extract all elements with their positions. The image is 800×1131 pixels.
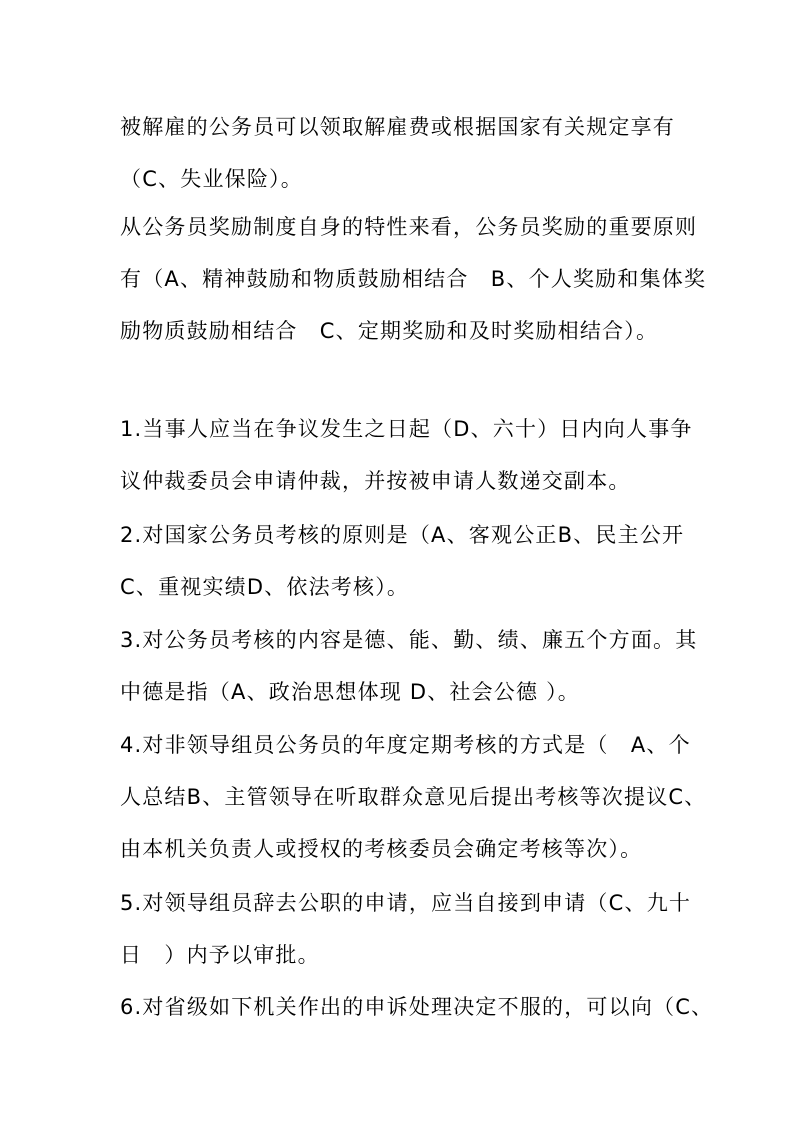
text-line: 人总结B、主管领导在听取群众意见后提出考核等次提议C、 [120, 785, 707, 809]
text-line: 被解雇的公务员可以领取解雇费或根据国家有关规定享有 [120, 115, 675, 139]
text-line: 由本机关负责人或授权的考核委员会确定考核等次）。 [120, 837, 643, 861]
text-line: 中德是指（A、政治思想体现 D、社会公德 ）。 [120, 680, 580, 704]
text-line: 励物质鼓励相结合 C、定期奖励和及时奖励相结合）。 [120, 319, 659, 343]
question-2 [120, 509, 700, 613]
text-line: 从公务员奖励制度自身的特性来看，公务员奖励的重要原则 [120, 215, 698, 239]
text-line: 议仲裁委员会申请仲裁，并按被申请人数递交副本。 [120, 469, 631, 493]
question-3 [120, 614, 700, 718]
text-line: 3.对公务员考核的内容是德、能、勤、绩、廉五个方面。其 [120, 628, 698, 652]
text-line: 2.对国家公务员考核的原则是（A、客观公正B、民主公开 [120, 523, 685, 547]
text-line: 6.对省级如下机关作出的申诉处理决定不服的，可以向（C、 [120, 995, 714, 1019]
text-line: 1.当事人应当在争议发生之日起（D、六十）日内向人事争 [120, 417, 693, 441]
text-line: 4.对非领导组员公务员的年度定期考核的方式是（ A、个 [120, 733, 691, 757]
question-4 [120, 719, 707, 875]
text-line: （C、失业保险）。 [120, 167, 303, 191]
text-line: 日 ）内予以审批。 [120, 943, 320, 967]
question-5 [120, 877, 700, 981]
text-line: 有（A、精神鼓励和物质鼓励相结合 B、个人奖励和集体奖 [120, 267, 707, 291]
text-line: 5.对领导组员辞去公职的申请，应当自接到申请（C、九十 [120, 891, 692, 915]
text-line: C、重视实绩D、依法考核）。 [120, 575, 410, 599]
question-1 [120, 403, 700, 507]
question-6 [120, 981, 714, 1033]
paragraph-reward-principles [120, 201, 707, 357]
paragraph-dismissal [120, 101, 700, 205]
